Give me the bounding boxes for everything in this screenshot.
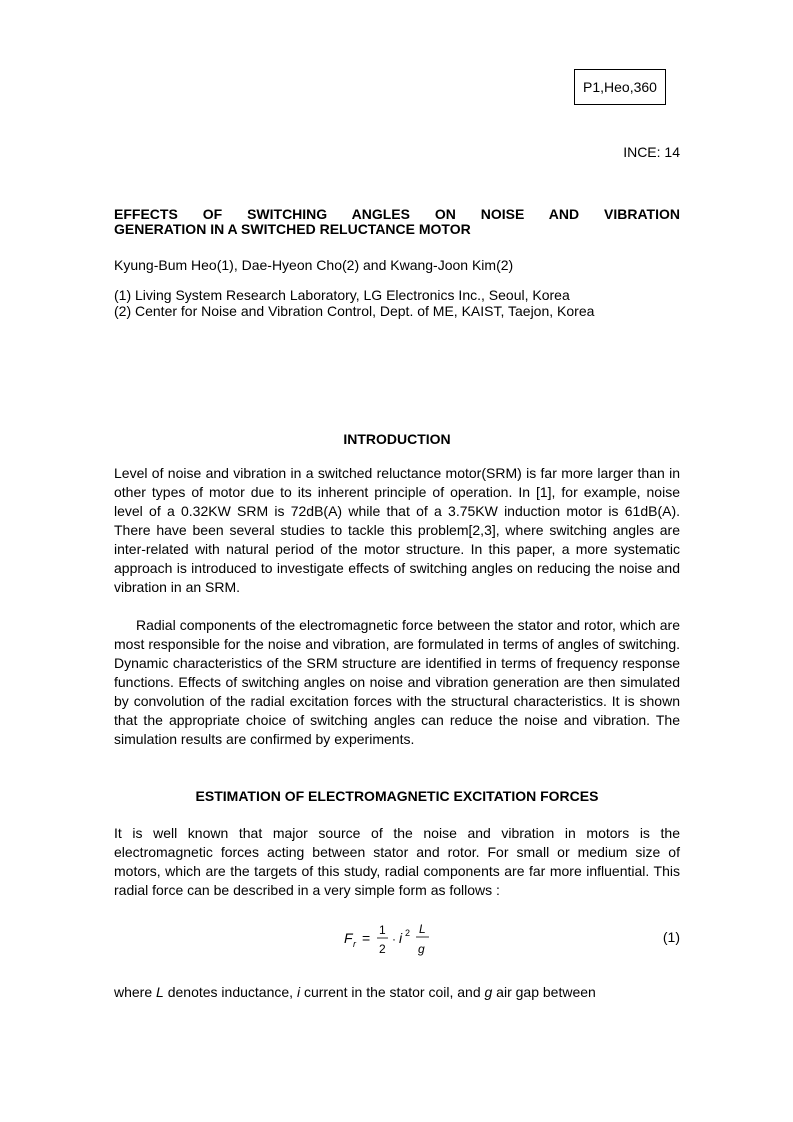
introduction-heading: INTRODUCTION (343, 431, 451, 447)
eq-frac2-den: g (418, 942, 425, 956)
title-line-1: EFFECTS OF SWITCHING ANGLES ON NOISE AND VIBRATION (114, 206, 680, 222)
where-var-L: L (156, 984, 164, 1000)
introduction-paragraph-2 (114, 616, 680, 749)
where-t3: current in the stator coil, and (300, 984, 485, 1000)
eq-frac2-num: L (419, 922, 426, 936)
conference-code: INCE: 14 (623, 144, 680, 160)
estimation-heading: ESTIMATION OF ELECTROMAGNETIC EXCITATION FORCES (195, 788, 599, 804)
affiliation-1: (1) Living System Research Laboratory, LG Electronics Inc., Seoul, Korea (114, 287, 570, 303)
where-var-i: i (296, 984, 301, 1000)
where-line (114, 983, 680, 1002)
eq-dot: · (392, 932, 396, 946)
eq-var-i: i (399, 930, 403, 946)
introduction-paragraph-2-text: Radial components of the electromagnetic force between the stator and rotor, which are most responsible for the noise and vibration, are formulated in terms of angles of switching. Dynamic characteristics of the SRM structure are identified in terms of frequency response functions. Effects of switching angles on noise and vibration generation are then simulated by convolution of the radial excitation forces with the structural characteristics. It is shown that the appropriate choice of switching angles can reduce the noise and vibration. The simulation results are confirmed by experiments. (114, 617, 680, 747)
where-t2: denotes inductance, (163, 984, 297, 1000)
eq-equals: = (362, 930, 371, 946)
affiliation-2: (2) Center for Noise and Vibration Control, Dept. of ME, KAIST, Taejon, Korea (114, 303, 595, 319)
eq-lhs: F (344, 930, 353, 946)
paper-id-box: P1,Heo,360 (574, 69, 666, 105)
affiliations (114, 287, 594, 319)
estimation-paragraph-1: It is well known that major source of the noise and vibration in motors is the electromagnetic forces acting between stator and rotor. For small or medium size of motors, which are the targets of this study, radial components are far more influential. This radial force can be described in a very simple form as follows : (114, 825, 680, 898)
title-line-2: GENERATION IN A SWITCHED RELUCTANCE MOTOR (114, 221, 471, 237)
where-var-g: g (484, 984, 493, 1000)
where-t4: air gap between (492, 984, 596, 1000)
paper-title (114, 207, 680, 237)
eq-exponent: 2 (405, 928, 411, 938)
eq-frac1-num: 1 (379, 923, 386, 937)
eq-frac1-den: 2 (379, 942, 386, 956)
equation-1 (342, 917, 442, 959)
equation-number: (1) (662, 929, 680, 945)
authors: Kyung-Bum Heo(1), Dae-Hyeon Cho(2) and Kwang-Joon Kim(2) (114, 257, 514, 273)
introduction-paragraph-1: Level of noise and vibration in a switched reluctance motor(SRM) is far more larger than in other types of motor due to its inherent principle of operation. In [1], for example, noise level of a 0.32KW SRM is 72dB(A) while that of a 3.75KW induction motor is 61dB(A). There have been several studies to tackle this problem[2,3], where switching angles are inter-related with natural period of the motor structure. In this paper, a more systematic approach is introduced to investigate effects of switching angles on reducing the noise and vibration in an SRM. (114, 465, 680, 595)
eq-lhs-sub: r (353, 939, 356, 949)
where-t1: where (114, 984, 157, 1000)
